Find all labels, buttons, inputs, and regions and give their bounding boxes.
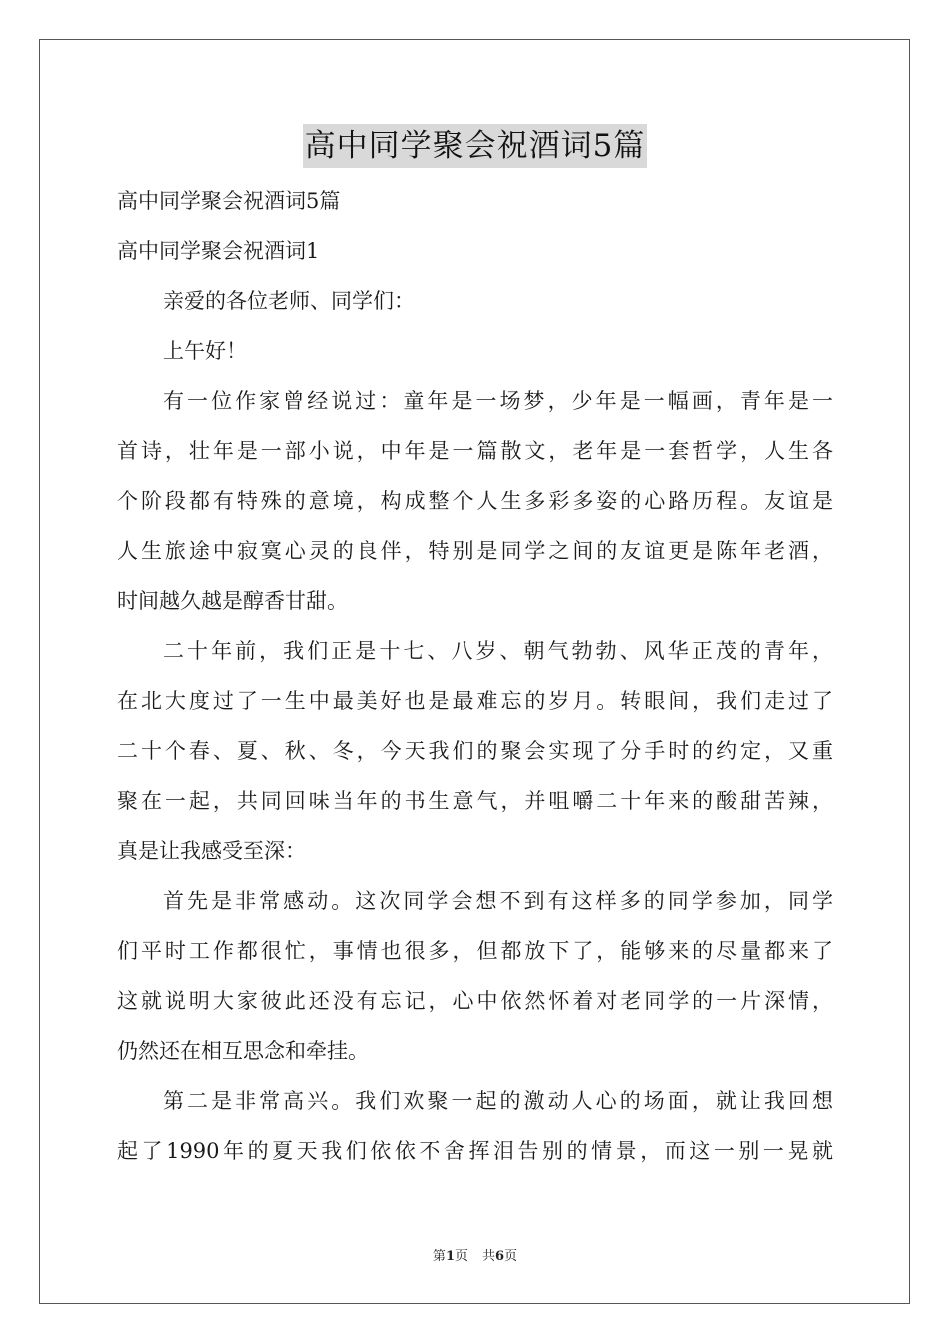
page-suffix: 页 — [454, 1249, 468, 1264]
page-prefix: 第 — [432, 1249, 446, 1264]
total-prefix: 共 — [482, 1249, 496, 1264]
paragraph-line: 人生旅途中寂寞心灵的良伴，特别是同学之间的友谊更是陈年老酒， — [117, 539, 833, 563]
paragraph-line: 第二是非常高兴。我们欢聚一起的激动人心的场面，就让我回想 — [163, 1089, 833, 1113]
paragraph-line: 聚在一起，共同回味当年的书生意气，并咀嚼二十年来的酸甜苦辣， — [117, 789, 833, 813]
section-heading: 高中同学聚会祝酒词1 — [117, 239, 320, 263]
paragraph-line: 这就说明大家彼此还没有忘记，心中依然怀着对老同学的一片深情， — [117, 989, 833, 1013]
paragraph-line: 们平时工作都很忙，事情也很多，但都放下了，能够来的尽量都来了 — [117, 939, 833, 963]
salutation-line: 亲爱的各位老师、同学们： — [163, 289, 415, 313]
paragraph-line: 首诗，壮年是一部小说，中年是一篇散文，老年是一套哲学，人生各 — [117, 439, 833, 463]
total-suffix: 页 — [504, 1249, 518, 1264]
paragraph-line: 二十个春、夏、秋、冬，今天我们的聚会实现了分手时的约定，又重 — [117, 739, 833, 763]
paragraph-line: 真是让我感受至深： — [117, 839, 306, 863]
paragraph-line: 首先是非常感动。这次同学会想不到有这样多的同学参加，同学 — [163, 889, 833, 913]
total-pages: 6 — [495, 1249, 505, 1264]
subtitle-line: 高中同学聚会祝酒词5篇 — [117, 189, 341, 213]
paragraph-line: 仍然还在相互思念和牵挂。 — [117, 1039, 369, 1063]
total-pages-label — [482, 1249, 517, 1264]
title-container — [0, 124, 950, 168]
page-footer — [0, 1248, 950, 1266]
page-number-label — [433, 1249, 468, 1264]
paragraph-line: 有一位作家曾经说过：童年是一场梦，少年是一幅画，青年是一 — [163, 389, 833, 413]
paragraph-line: 二十年前，我们正是十七、八岁、朝气勃勃、风华正茂的青年， — [163, 639, 833, 663]
greeting-line: 上午好！ — [163, 339, 247, 363]
current-page: 1 — [445, 1249, 455, 1264]
document-title: 高中同学聚会祝酒词5篇 — [303, 124, 648, 168]
paragraph-line: 个阶段都有特殊的意境，构成整个人生多彩多姿的心路历程。友谊是 — [117, 489, 833, 513]
paragraph-line: 起了1990年的夏天我们依依不舍挥泪告别的情景，而这一别一晃就 — [117, 1139, 833, 1163]
paragraph-line: 时间越久越是醇香甘甜。 — [117, 589, 348, 613]
document-body — [117, 176, 833, 1176]
paragraph-line: 在北大度过了一生中最美好也是最难忘的岁月。转眼间，我们走过了 — [117, 689, 833, 713]
